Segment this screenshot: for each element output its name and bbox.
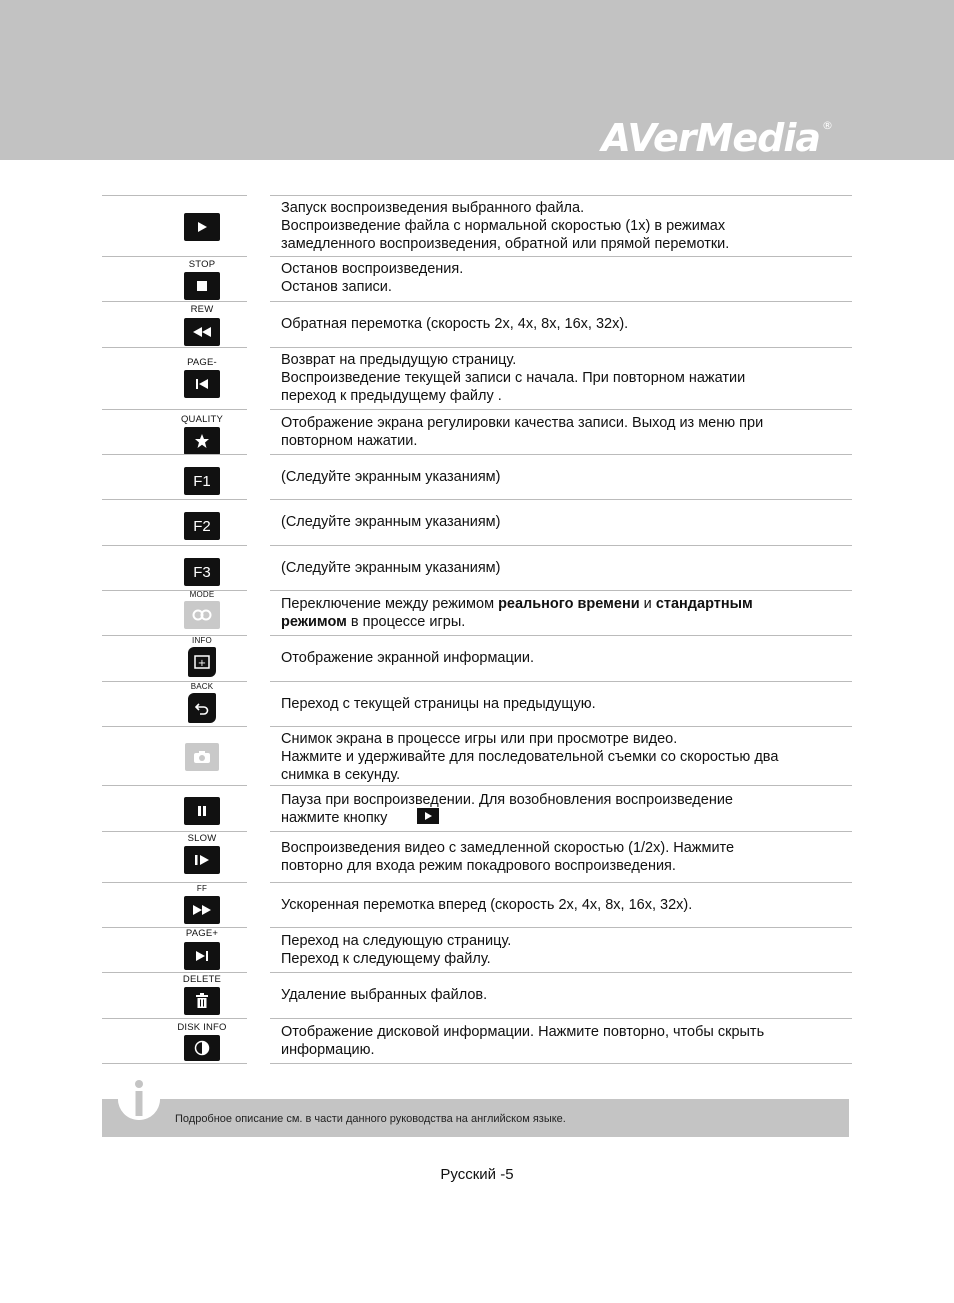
row-description: Переход с текущей страницы на предыдущую. <box>281 696 596 712</box>
info-note-icon <box>118 1078 160 1120</box>
info-icon <box>188 647 216 677</box>
table-row <box>102 681 852 726</box>
table-row <box>102 972 852 1018</box>
svg-text:+: + <box>197 658 207 669</box>
row-description: Отображение дисковой информации. Нажмите повторно, чтобы скрыть информацию. <box>281 1024 765 1058</box>
slow-icon <box>184 846 220 874</box>
trash-icon <box>184 987 220 1015</box>
row-description: Воспроизведения видео с замедленной скоростью (1/2x). Нажмите повторно для входа режим покадрового воспроизведения. <box>281 840 735 874</box>
table-row <box>102 882 852 927</box>
key-label: DELETE <box>182 974 222 985</box>
table-row <box>102 635 852 681</box>
row-description: (Следуйте экранным указаниям) <box>281 514 501 530</box>
f2-key-icon: F2 <box>184 512 220 540</box>
row-description: Запуск воспроизведения выбранного файла. Воспроизведение файла с нормальной скоростью (1x) в режимах замедленного воспроизведения, обратной или прямой перемотки. <box>281 200 730 252</box>
row-description: Ускоренная перемотка вперед (скорость 2x, 4x, 8x, 16x, 32x). <box>281 897 693 913</box>
row-description: (Следуйте экранным указаниям) <box>281 469 501 485</box>
brand-logo: AVerMedia ® <box>601 116 832 160</box>
key-label: FF <box>196 884 208 893</box>
table-row <box>102 726 852 785</box>
row-description: Обратная перемотка (скорость 2x, 4x, 8x, 16x, 32x). <box>281 316 629 332</box>
fast-forward-icon <box>184 896 220 924</box>
back-icon <box>188 693 216 723</box>
skip-forward-icon <box>184 942 220 970</box>
row-description: Отображение экрана регулировки качества записи. Выход из меню при повторном нажатии. <box>281 415 764 449</box>
key-label: REW <box>190 304 214 315</box>
table-row <box>102 590 852 635</box>
table-row <box>102 409 852 454</box>
row-description: Возврат на предыдущую страницу. Воспроизведение текущей записи с начала. При повторном нажатии переход к предыдущему файлу . <box>281 352 746 404</box>
table-row <box>102 831 852 882</box>
table-row <box>102 785 852 831</box>
table-row <box>102 256 852 301</box>
pause-icon <box>184 797 220 825</box>
play-icon <box>417 808 439 824</box>
star-icon <box>184 427 220 455</box>
row-description: Переключение между режимом реального времени и стандартным режимом в процессе игры. <box>281 596 753 630</box>
table-row <box>102 195 852 256</box>
table-row <box>102 1018 852 1063</box>
key-label: PAGE+ <box>185 928 219 939</box>
row-description: Удаление выбранных файлов. <box>281 987 488 1003</box>
mode-icon <box>184 601 220 629</box>
row-description: Переход на следующую страницу. Переход к следующему файлу. <box>281 933 512 967</box>
camera-icon <box>185 743 219 771</box>
row-description: Снимок экрана в процессе игры или при просмотре видео. Нажмите и удерживайте для последовательной съемки со скоростью два снимка в секунду. <box>281 731 779 783</box>
skip-back-icon <box>184 370 220 398</box>
row-divider <box>270 195 852 196</box>
table-row <box>102 347 852 409</box>
key-label: INFO <box>192 636 212 645</box>
table-row <box>102 499 852 545</box>
page-number: Русский -5 <box>440 1166 514 1183</box>
table-row <box>102 301 852 347</box>
key-label: DISK INFO <box>177 1022 227 1033</box>
rewind-icon <box>184 318 220 346</box>
row-description: Пауза при воспроизведении. Для возобновления воспроизведение нажмите кнопку <box>281 792 733 826</box>
f3-key-icon: F3 <box>184 558 220 586</box>
table-row <box>102 545 852 590</box>
disk-info-icon <box>184 1035 220 1061</box>
row-description: Останов воспроизведения. Останов записи. <box>281 261 464 295</box>
key-label: QUALITY <box>180 414 224 425</box>
play-icon <box>184 213 220 241</box>
row-description: (Следуйте экранным указаниям) <box>281 560 501 576</box>
table-row <box>102 454 852 499</box>
f1-key-icon: F1 <box>184 467 220 495</box>
note-text: Подробное описание см. в части данного руководства на английском языке. <box>175 1113 566 1125</box>
key-label: STOP <box>188 259 216 270</box>
key-label: MODE <box>189 590 215 599</box>
note-box <box>102 1099 849 1137</box>
key-label: SLOW <box>187 833 217 844</box>
row-description: Отображение экранной информации. <box>281 650 535 666</box>
row-divider <box>102 195 247 196</box>
key-label: BACK <box>190 682 214 691</box>
stop-icon <box>184 272 220 300</box>
key-label: PAGE- <box>187 357 217 368</box>
table-row <box>102 927 852 972</box>
